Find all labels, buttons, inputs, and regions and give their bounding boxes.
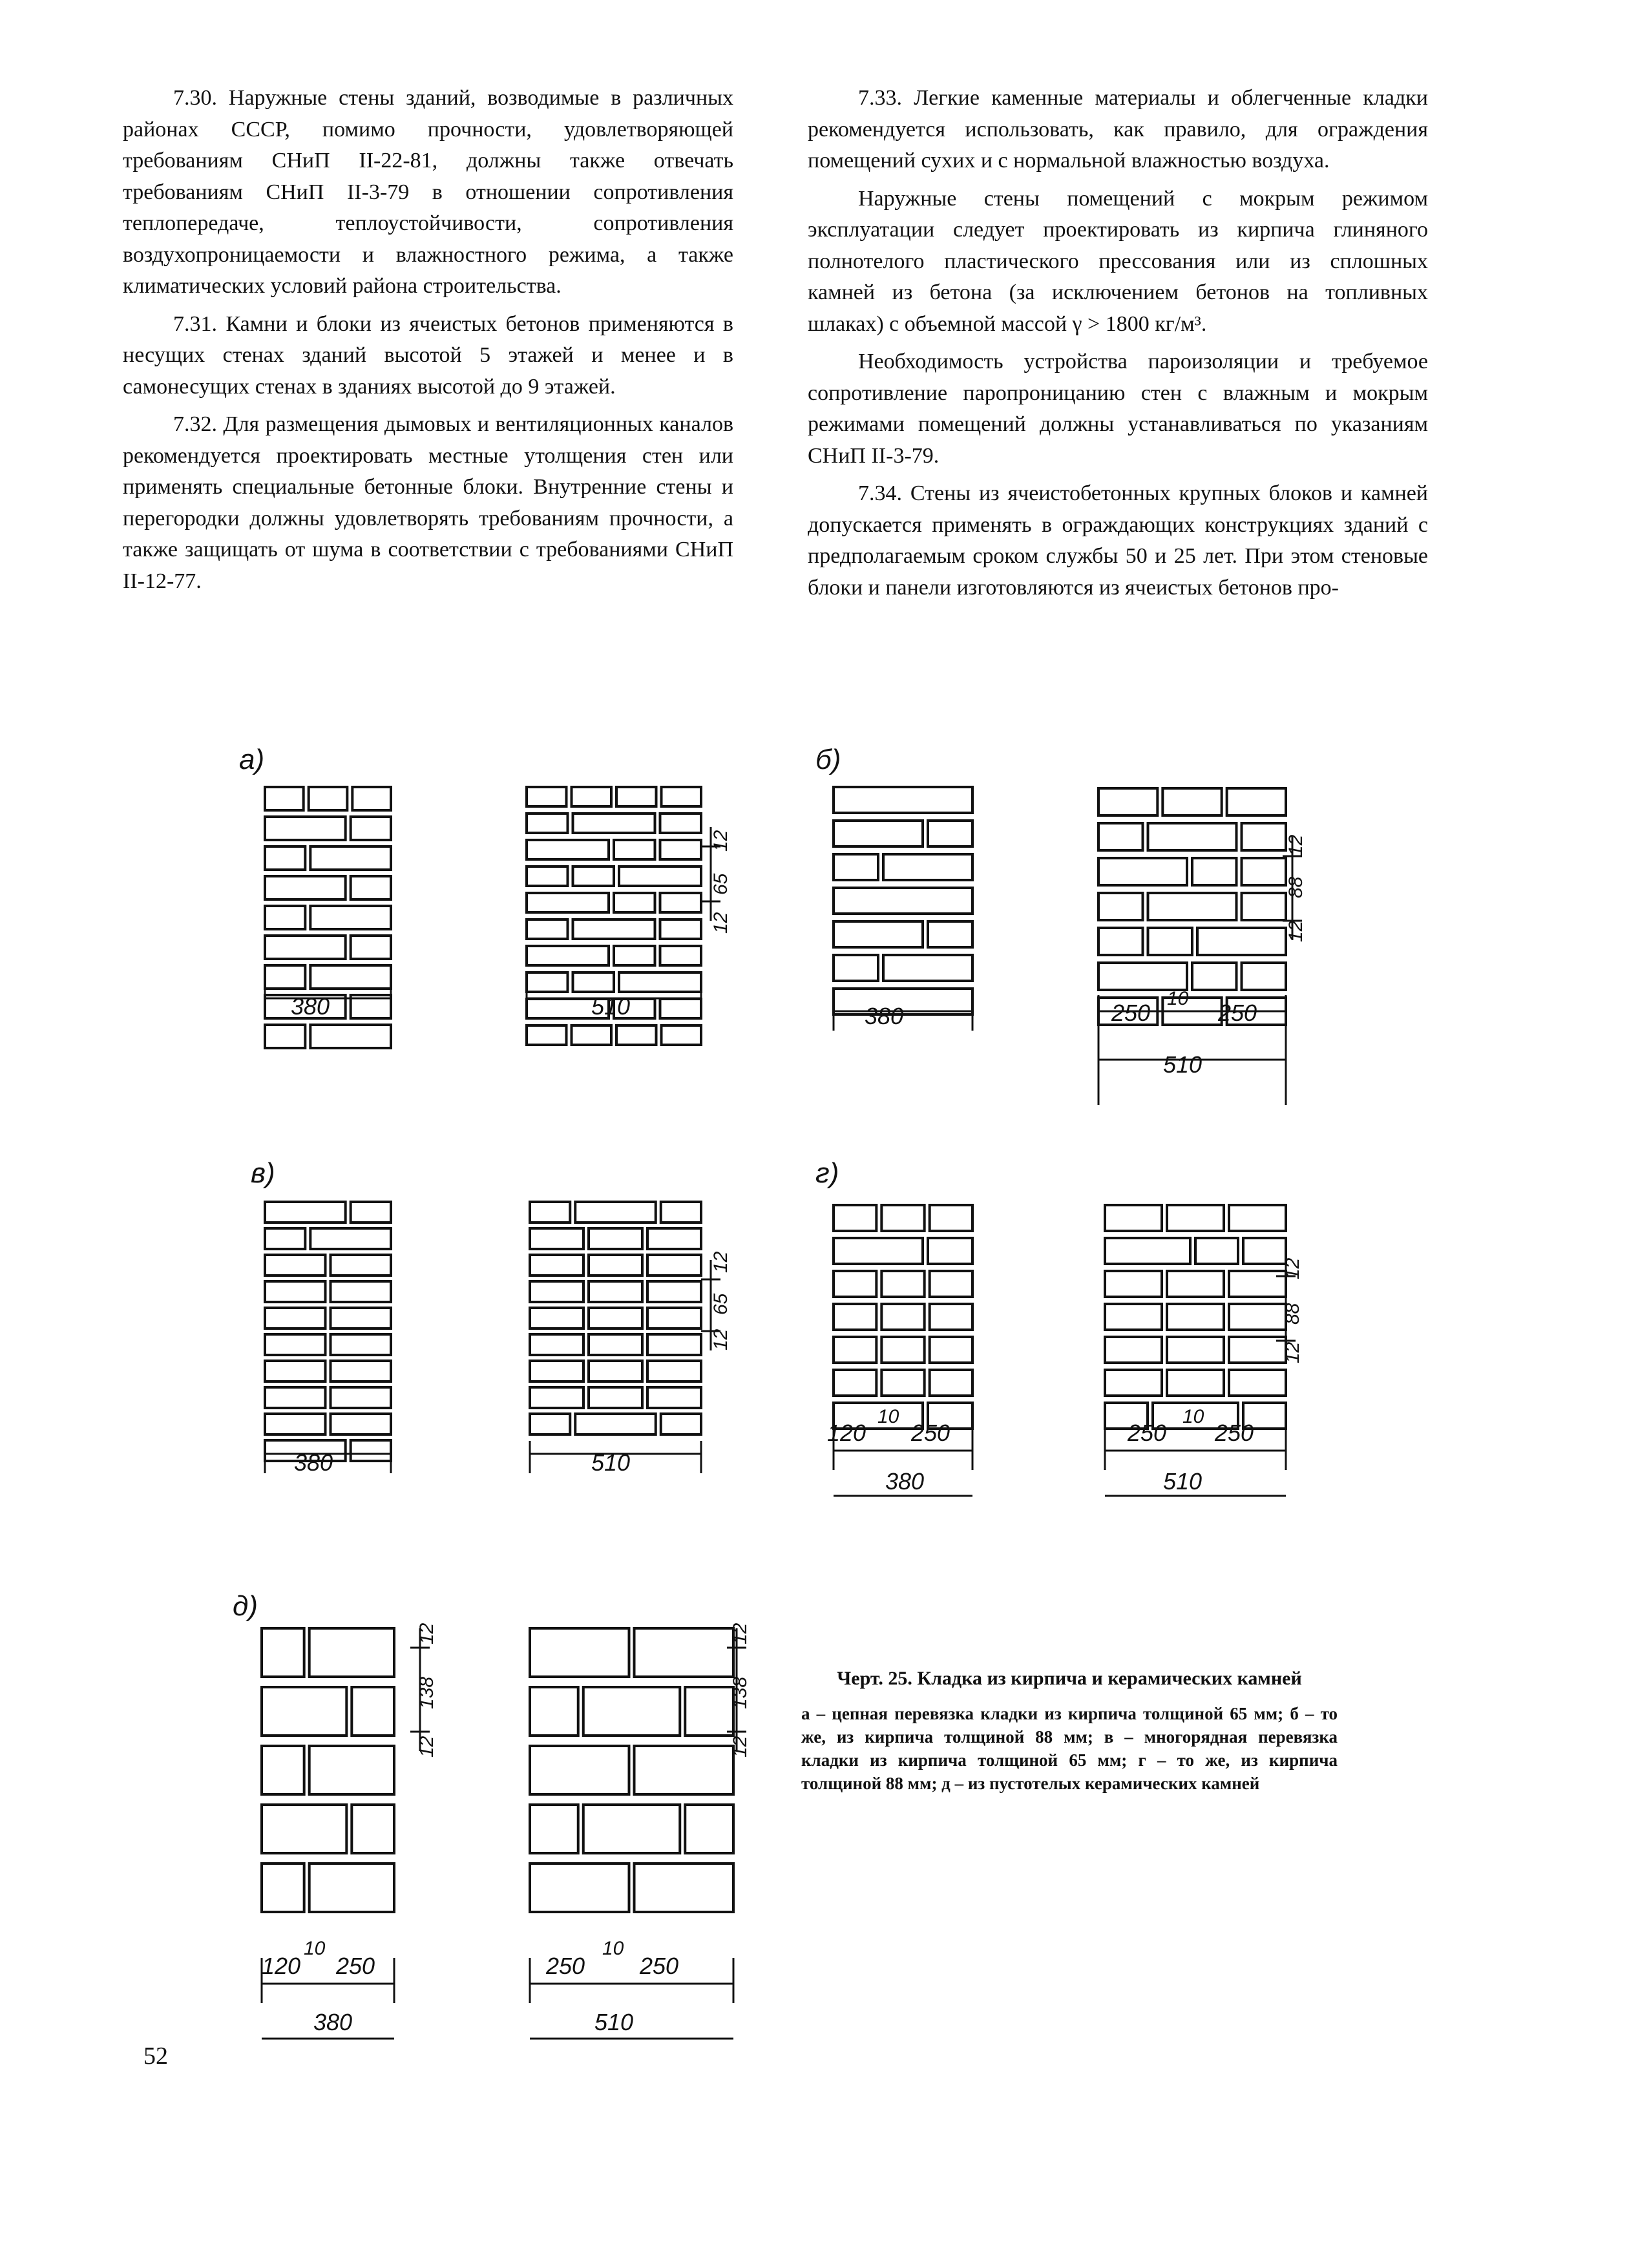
- brick: [309, 787, 348, 810]
- brick: [589, 1361, 642, 1381]
- brick: [589, 1334, 642, 1355]
- brick: [1148, 893, 1237, 920]
- brick: [660, 840, 702, 859]
- masonry-drawing: [0, 711, 1649, 2081]
- brick: [265, 965, 305, 989]
- brick: [834, 955, 878, 981]
- brick: [530, 1281, 583, 1302]
- brick: [583, 1805, 680, 1853]
- brick: [928, 821, 972, 846]
- brick: [1195, 1238, 1238, 1264]
- text-column-right: [808, 83, 1428, 610]
- brick: [573, 866, 614, 886]
- brick: [265, 1025, 305, 1048]
- brick: [262, 1687, 346, 1736]
- brick: [351, 1440, 391, 1461]
- brick: [1167, 1337, 1224, 1363]
- brick-wall: [1098, 788, 1286, 1025]
- brick: [883, 955, 972, 981]
- brick: [635, 1864, 734, 1912]
- dim-g-12-bottom: 12: [1282, 1341, 1303, 1363]
- brick: [834, 1370, 876, 1396]
- panel-label-a: а): [239, 744, 265, 775]
- brick: [530, 1746, 629, 1794]
- brick: [530, 1308, 583, 1328]
- brick: [530, 1687, 578, 1736]
- brick: [310, 965, 391, 989]
- brick: [662, 787, 702, 806]
- brick: [265, 1361, 326, 1381]
- paragraph-7-34: 7.34. Стены из ячеистобетонных крупных блоков и камней допускается применять в ограждающих конструкциях зданий с предполагаемым сроком службы 50 и 25 лет. При этом стеновые блоки и панели изготовляются из ячеистых бетонов про-: [808, 481, 1428, 600]
- brick: [619, 866, 701, 886]
- brick: [262, 1805, 346, 1853]
- brick: [635, 1628, 734, 1677]
- figure-caption: [801, 1667, 1338, 1795]
- brick: [1098, 858, 1187, 885]
- dim-g-510: 510: [1163, 1468, 1203, 1495]
- dim-g-380: 380: [885, 1468, 925, 1495]
- brick: [1242, 963, 1287, 990]
- brick: [614, 893, 655, 912]
- dim-d-left-12-top: 12: [416, 1622, 437, 1644]
- brick: [1167, 1205, 1224, 1231]
- brick: [834, 1304, 876, 1330]
- brick: [685, 1805, 733, 1853]
- brick: [310, 1864, 394, 1912]
- dim-b-250-right: 250: [1218, 1000, 1257, 1026]
- brick: [589, 1308, 642, 1328]
- dim-v-65: 65: [710, 1293, 731, 1315]
- brick: [572, 1025, 612, 1045]
- paragraph-wet-walls: Наружные стены помещений с мокрым режимом эксплуатации следует проектировать из кирпича глиняного полнотелого пластического прессования или из сплошных камней из бетона (за исключением бетонов на топливных шлаках) с объемной массой γ > 1800 кг/м³.: [808, 186, 1428, 336]
- dim-g-120: 120: [827, 1420, 867, 1446]
- brick: [1098, 963, 1187, 990]
- brick: [1243, 1238, 1286, 1264]
- brick: [527, 866, 568, 886]
- brick: [310, 1228, 391, 1249]
- brick: [575, 1414, 656, 1434]
- brick: [1167, 1304, 1224, 1330]
- dim-g-10-left: 10: [877, 1406, 899, 1427]
- dim-b-12-bottom: 12: [1285, 920, 1307, 942]
- dim-a-65: 65: [710, 873, 731, 895]
- brick: [660, 946, 702, 965]
- dim-g-250-mid: 250: [1128, 1420, 1167, 1446]
- brick: [1105, 1304, 1162, 1330]
- brick: [310, 1025, 391, 1048]
- brick: [881, 1370, 924, 1396]
- brick: [331, 1255, 392, 1276]
- brick: [1105, 1238, 1190, 1264]
- brick: [527, 1025, 567, 1045]
- brick: [881, 1205, 924, 1231]
- brick: [331, 1308, 392, 1328]
- brick: [527, 814, 568, 833]
- caption-body: а – цепная перевязка кладки из кирпича толщиной 65 мм; б – то же, из кирпича толщиной 88 мм; в – многорядная перевязка кладки из кирпича толщиной 65 мм; г – то же, из кирпича толщиной 88 мм; д – из пустотелых керамических камней: [801, 1704, 1338, 1793]
- brick: [265, 906, 305, 929]
- panel-label-g: г): [815, 1157, 839, 1189]
- brick: [351, 1202, 391, 1223]
- brick: [928, 1238, 972, 1264]
- brick: [635, 1746, 734, 1794]
- brick: [575, 1202, 656, 1223]
- brick: [834, 1271, 876, 1297]
- brick: [834, 1238, 923, 1264]
- brick: [661, 1202, 701, 1223]
- brick: [1162, 788, 1221, 815]
- brick: [647, 1361, 701, 1381]
- dim-b-10: 10: [1167, 988, 1189, 1009]
- brick: [262, 1746, 304, 1794]
- masonry-figures: [0, 711, 1649, 2081]
- brick-wall: [1105, 1205, 1286, 1429]
- brick: [662, 1025, 702, 1045]
- brick: [530, 1255, 583, 1276]
- brick: [834, 1337, 876, 1363]
- brick: [834, 854, 878, 880]
- brick: [589, 1228, 642, 1249]
- brick: [331, 1387, 392, 1408]
- brick: [572, 787, 612, 806]
- brick: [530, 1414, 570, 1434]
- dim-v-12-top: 12: [710, 1251, 731, 1273]
- brick: [660, 814, 702, 833]
- brick: [265, 1202, 346, 1223]
- brick: [930, 1370, 972, 1396]
- brick: [583, 1687, 680, 1736]
- dim-d-510: 510: [594, 2009, 634, 2035]
- brick-wall: [530, 1628, 733, 1912]
- brick: [647, 1334, 701, 1355]
- brick: [265, 846, 305, 870]
- dim-d-250-left: 250: [336, 1953, 375, 1979]
- brick: [1229, 1304, 1286, 1330]
- dim-v-510: 510: [591, 1449, 631, 1476]
- page-number: 52: [143, 2042, 168, 2070]
- brick: [928, 921, 972, 947]
- brick: [1192, 963, 1237, 990]
- brick: [660, 919, 702, 939]
- dim-d-120: 120: [262, 1953, 301, 1979]
- brick: [265, 1334, 326, 1355]
- dim-d-250-right: 250: [640, 1953, 679, 1979]
- brick: [1242, 823, 1287, 850]
- dim-g-12-top: 12: [1282, 1257, 1303, 1279]
- brick: [1105, 1271, 1162, 1297]
- dim-a-380: 380: [291, 993, 330, 1020]
- dim-g-250-left: 250: [911, 1420, 951, 1446]
- dim-d-10-right: 10: [602, 1938, 624, 1959]
- brick: [310, 1628, 394, 1677]
- brick: [881, 1304, 924, 1330]
- brick: [834, 888, 972, 914]
- brick: [619, 972, 701, 992]
- brick: [265, 876, 346, 899]
- brick: [262, 1864, 304, 1912]
- brick: [589, 1255, 642, 1276]
- dim-v-12-bottom: 12: [710, 1328, 731, 1350]
- brick: [265, 817, 346, 840]
- paragraph-7-30: 7.30. Наружные стены зданий, возводимые в различных районах СССР, помимо прочности, удовлетворяющей требованиям СНиП II-22-81, должны также отвечать требованиям СНиП II-3-79 в отношении сопротивления теплопередаче, теплоустойчивости, сопротивления воздухопроницаемости и влажностного режима, а также климатических условий района строительства.: [123, 86, 733, 298]
- brick: [1167, 1370, 1224, 1396]
- brick: [647, 1387, 701, 1408]
- brick-wall: [530, 1202, 701, 1434]
- brick: [530, 1202, 570, 1223]
- dim-d-right-138: 138: [730, 1676, 751, 1709]
- brick: [1105, 1205, 1162, 1231]
- brick: [1098, 928, 1143, 955]
- brick: [527, 893, 609, 912]
- brick: [589, 1281, 642, 1302]
- dim-g-250-right: 250: [1215, 1420, 1254, 1446]
- brick: [331, 1361, 392, 1381]
- brick: [685, 1687, 733, 1736]
- brick: [527, 787, 567, 806]
- brick: [530, 1805, 578, 1853]
- brick: [1229, 1271, 1286, 1297]
- brick: [331, 1414, 392, 1434]
- brick: [1192, 858, 1237, 885]
- brick: [527, 946, 609, 965]
- text-column-left: [123, 83, 733, 604]
- brick: [310, 846, 391, 870]
- dim-a-510: 510: [591, 993, 631, 1020]
- dim-d-10-left: 10: [304, 1938, 326, 1959]
- brick: [530, 1864, 629, 1912]
- dim-v-380: 380: [294, 1449, 333, 1476]
- brick: [1227, 788, 1286, 815]
- brick: [527, 840, 609, 859]
- brick: [265, 1281, 326, 1302]
- brick: [527, 919, 568, 939]
- brick-wall: [265, 1202, 391, 1461]
- dim-b-88: 88: [1285, 876, 1307, 898]
- dim-b-12-top: 12: [1285, 834, 1307, 856]
- brick: [589, 1387, 642, 1408]
- brick: [530, 1361, 583, 1381]
- brick: [310, 906, 391, 929]
- dim-b-380: 380: [865, 1003, 904, 1029]
- brick: [331, 1281, 392, 1302]
- brick: [1105, 1337, 1162, 1363]
- dim-d-right-12-bottom: 12: [730, 1736, 751, 1758]
- brick: [834, 787, 972, 813]
- brick: [930, 1304, 972, 1330]
- brick: [930, 1337, 972, 1363]
- panel-label-v: в): [251, 1157, 275, 1189]
- brick: [647, 1228, 701, 1249]
- panel-label-b: б): [815, 744, 841, 775]
- brick-wall: [834, 1205, 972, 1429]
- brick: [647, 1255, 701, 1276]
- brick: [881, 1337, 924, 1363]
- brick: [1148, 928, 1193, 955]
- brick: [930, 1205, 972, 1231]
- brick: [265, 1255, 326, 1276]
- brick: [616, 1025, 656, 1045]
- brick: [331, 1334, 392, 1355]
- dim-g-88: 88: [1282, 1303, 1303, 1325]
- brick: [262, 1628, 304, 1677]
- brick: [1098, 788, 1157, 815]
- brick-wall: [262, 1628, 394, 1912]
- brick: [1229, 1205, 1286, 1231]
- brick: [527, 972, 568, 992]
- brick: [1098, 823, 1143, 850]
- brick: [352, 1805, 394, 1853]
- brick: [530, 1334, 583, 1355]
- brick: [1242, 858, 1287, 885]
- brick-wall: [834, 787, 972, 1014]
- paragraph-7-31: 7.31. Камни и блоки из ячеистых бетонов применяются в несущих стенах зданий высотой 5 этажей и менее и в самонесущих стенах в зданиях высотой до 9 этажей.: [123, 311, 733, 399]
- brick: [1229, 1370, 1286, 1396]
- brick: [573, 919, 655, 939]
- dim-d-left-12-bottom: 12: [416, 1736, 437, 1758]
- brick: [1105, 1370, 1162, 1396]
- brick: [573, 814, 655, 833]
- brick: [616, 787, 656, 806]
- brick: [1148, 823, 1237, 850]
- paragraph-vapor-barrier: Необходимость устройства пароизоляции и требуемое сопротивление паропроницанию стен с влажным и мокрым режимами помещений должны устанавливаться по указаниям СНиП II-3-79.: [808, 350, 1428, 468]
- brick: [647, 1281, 701, 1302]
- brick: [265, 1228, 305, 1249]
- brick: [1242, 893, 1287, 920]
- brick: [530, 1228, 583, 1249]
- dim-b-510: 510: [1163, 1051, 1203, 1078]
- dim-d-380: 380: [313, 2009, 353, 2035]
- brick: [573, 972, 614, 992]
- brick: [530, 1387, 583, 1408]
- brick: [834, 821, 923, 846]
- brick: [265, 787, 304, 810]
- brick: [881, 1271, 924, 1297]
- brick: [265, 1308, 326, 1328]
- brick: [647, 1308, 701, 1328]
- panel-label-d: д): [233, 1590, 258, 1622]
- brick: [265, 936, 346, 959]
- brick: [660, 893, 702, 912]
- dim-d-250-mid: 250: [546, 1953, 585, 1979]
- dim-d-left-138: 138: [416, 1676, 437, 1709]
- brick: [883, 854, 972, 880]
- brick: [351, 817, 391, 840]
- brick: [352, 1687, 394, 1736]
- brick: [351, 936, 391, 959]
- brick: [834, 921, 923, 947]
- brick: [614, 840, 655, 859]
- brick: [661, 1414, 701, 1434]
- dim-a-12-top: 12: [710, 830, 731, 852]
- paragraph-7-32: 7.32. Для размещения дымовых и вентиляционных каналов рекомендуется проектировать местные утолщения стен или применять специальные бетонные блоки. Внутренние стены и перегородки должны удовлетворять требованиям прочности, а также защищать от шума в соответствии с требованиями СНиП II-12-77.: [123, 412, 733, 593]
- caption-title: Черт. 25. Кладка из кирпича и керамических камней: [837, 1668, 1302, 1689]
- dim-b-250-left: 250: [1111, 1000, 1151, 1026]
- brick: [1098, 893, 1143, 920]
- brick: [1197, 928, 1286, 955]
- brick: [265, 1387, 326, 1408]
- brick: [352, 787, 391, 810]
- brick: [310, 1746, 394, 1794]
- brick: [1167, 1271, 1224, 1297]
- brick: [614, 946, 655, 965]
- brick: [265, 1414, 326, 1434]
- brick: [930, 1271, 972, 1297]
- brick: [834, 1205, 876, 1231]
- dim-d-right-12-top: 12: [730, 1622, 751, 1644]
- brick: [351, 876, 391, 899]
- brick: [530, 1628, 629, 1677]
- brick: [660, 999, 702, 1018]
- dim-g-10-right: 10: [1182, 1406, 1204, 1427]
- paragraph-7-33: 7.33. Легкие каменные материалы и облегченные кладки рекомендуется использовать, как правило, для ограждения помещений сухих и с нормальной влажностью воздуха.: [808, 86, 1428, 173]
- dim-a-12-bottom: 12: [710, 912, 731, 934]
